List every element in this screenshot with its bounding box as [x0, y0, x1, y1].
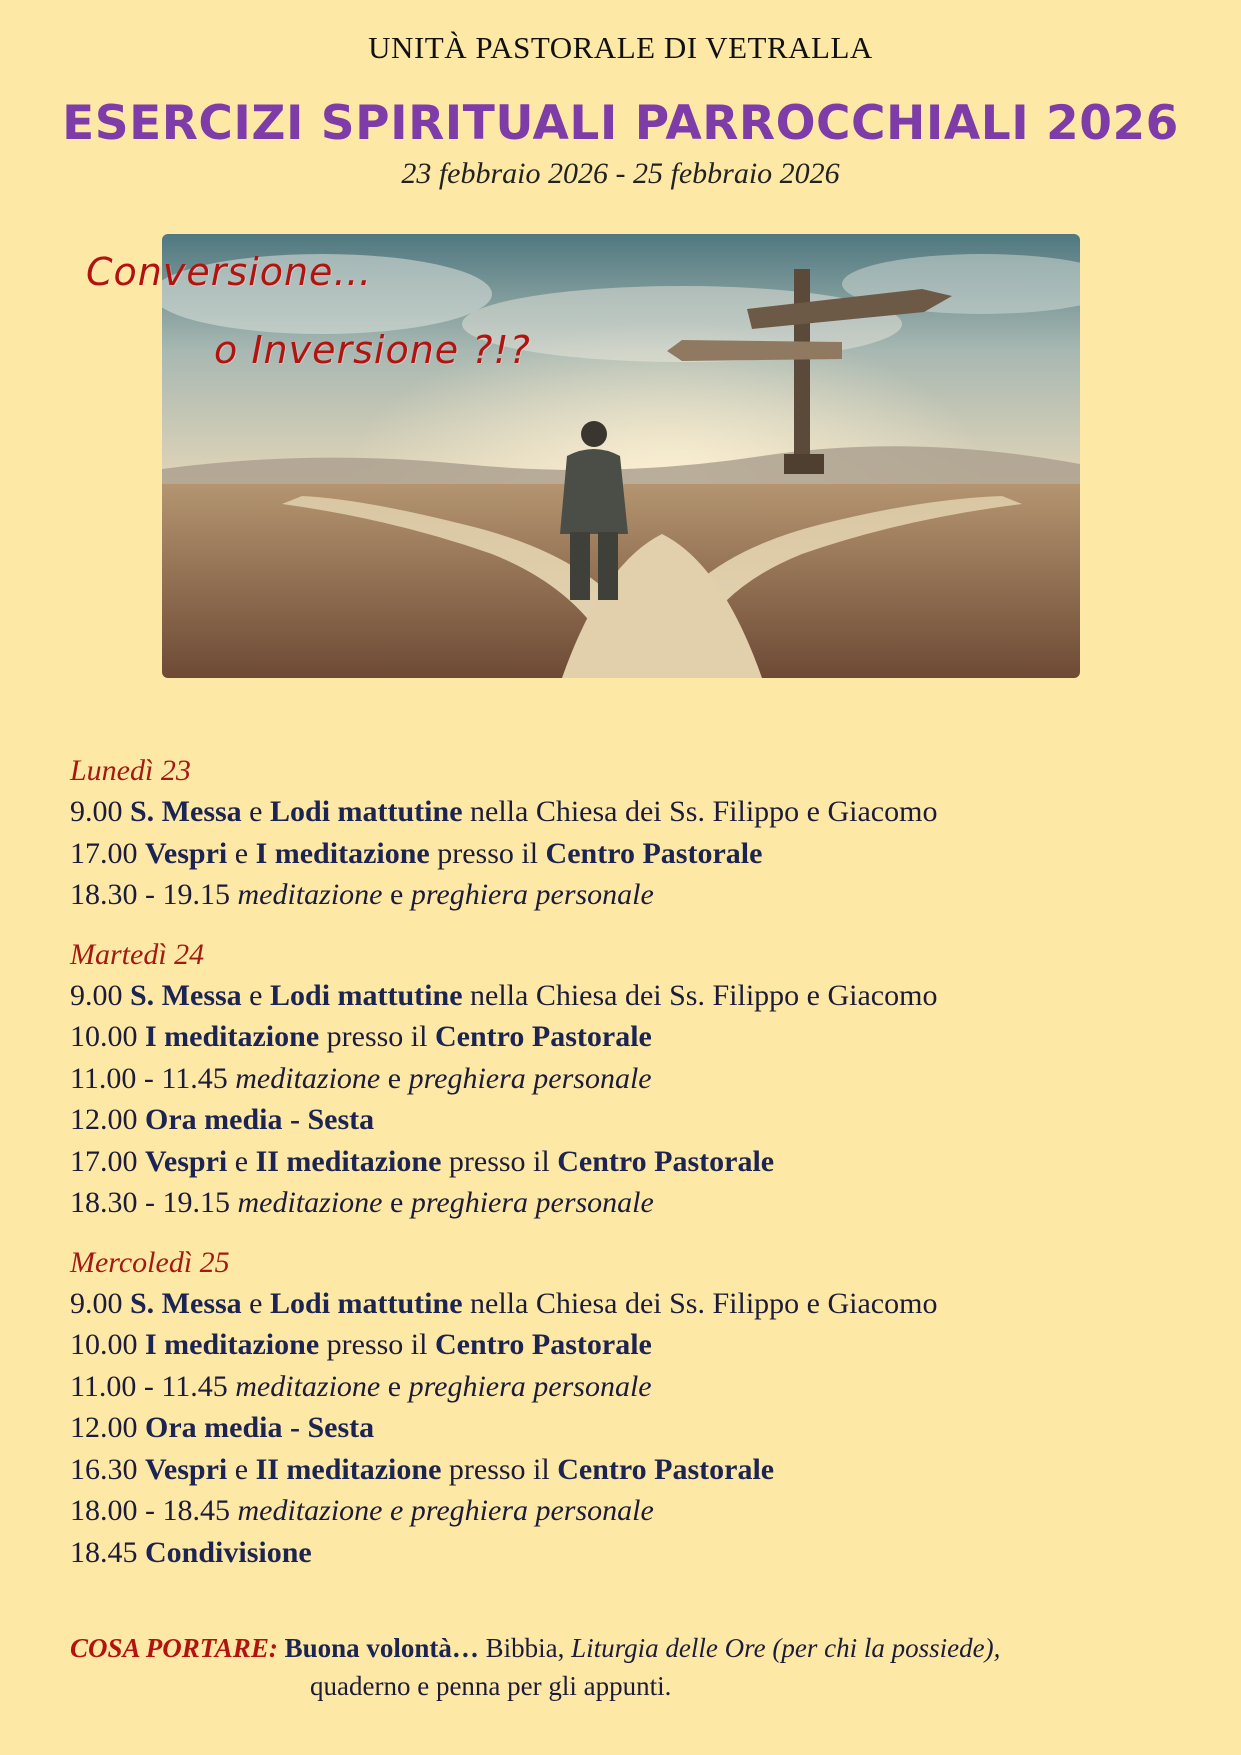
- event-title: ESERCIZI SPIRITUALI PARROCCHIALI 2026: [62, 96, 1179, 151]
- schedule-segment: Vespri: [145, 1144, 228, 1178]
- day-block: [70, 934, 1190, 1224]
- schedule-segment: II meditazione: [255, 1144, 442, 1178]
- schedule-segment: Centro Pastorale: [545, 836, 763, 870]
- schedule-segment: 18.00 - 18.45: [70, 1494, 238, 1527]
- schedule-segment: nella Chiesa dei Ss. Filippo e Giacomo: [462, 1286, 938, 1320]
- organization-name: UNITÀ PASTORALE DI VETRALLA: [368, 30, 873, 65]
- schedule-row: [70, 1490, 1190, 1532]
- schedule-segment: e: [382, 1186, 411, 1219]
- day-label: Martedì 24: [70, 937, 205, 971]
- schedule-segment: 10.00: [70, 1020, 145, 1053]
- schedule-segment: I meditazione: [255, 836, 430, 870]
- schedule-segment: e: [241, 978, 270, 1012]
- schedule-segment: presso il: [319, 1328, 435, 1361]
- schedule-row: [70, 1099, 1190, 1141]
- schedule-segment: e: [382, 878, 411, 911]
- schedule-segment: meditazione: [235, 1061, 381, 1095]
- schedule-segment: nella Chiesa dei Ss. Filippo e Giacomo: [462, 795, 938, 828]
- schedule-segment: 18.30 - 19.15: [70, 878, 238, 911]
- day-block: [70, 750, 1190, 916]
- day-label: Mercoledì 25: [70, 1245, 230, 1279]
- schedule-segment: 17.00: [70, 836, 145, 870]
- schedule-segment: e: [380, 1061, 409, 1095]
- schedule-segment: presso il: [319, 1020, 435, 1053]
- schedule-segment: 12.00: [70, 1411, 145, 1444]
- schedule-segment: preghiera personale: [408, 1369, 652, 1403]
- schedule-segment: 10.00: [70, 1328, 145, 1361]
- bring-items-line2: quaderno e penna per gli appunti.: [310, 1671, 672, 1701]
- schedule-segment: nella Chiesa dei Ss. Filippo e Giacomo: [462, 978, 938, 1012]
- schedule-segment: e: [380, 1369, 409, 1403]
- schedule: [70, 750, 1190, 1591]
- tagline-inversione: o Inversione ?!?: [214, 328, 531, 372]
- schedule-segment: 12.00: [70, 1103, 145, 1136]
- schedule-segment: I meditazione: [145, 1020, 320, 1053]
- schedule-segment: Lodi mattutine: [270, 978, 463, 1012]
- good-will: Buona volontà…: [284, 1633, 479, 1663]
- schedule-segment: meditazione: [235, 1369, 381, 1403]
- schedule-row: [70, 1366, 1190, 1408]
- schedule-row: [70, 1141, 1190, 1183]
- schedule-segment: preghiera personale: [408, 1061, 652, 1095]
- schedule-segment: e: [227, 1452, 256, 1486]
- tagline-conversione: Conversione…: [86, 250, 373, 294]
- schedule-segment: presso il: [441, 1452, 558, 1486]
- schedule-segment: e: [227, 836, 256, 870]
- schedule-segment: e: [241, 795, 270, 828]
- schedule-row: [70, 1532, 1190, 1574]
- schedule-segment: presso il: [429, 836, 546, 870]
- schedule-segment: I meditazione: [145, 1328, 320, 1361]
- crossroads-illustration: [162, 234, 1080, 678]
- schedule-segment: preghiera personale: [410, 1186, 654, 1219]
- schedule-row: [70, 1016, 1190, 1058]
- schedule-segment: Vespri: [145, 836, 228, 870]
- schedule-segment: 17.00: [70, 1144, 145, 1178]
- day-block: [70, 1242, 1190, 1574]
- schedule-segment: 9.00: [70, 795, 130, 828]
- schedule-segment: Centro Pastorale: [434, 1020, 652, 1053]
- schedule-row: [70, 833, 1190, 875]
- schedule-segment: 9.00: [70, 1286, 130, 1320]
- schedule-row: [70, 874, 1190, 916]
- schedule-row: [70, 1058, 1190, 1100]
- what-to-bring: [70, 1629, 1210, 1705]
- day-label: Lunedì 23: [70, 754, 191, 787]
- schedule-segment: Centro Pastorale: [557, 1452, 775, 1486]
- schedule-segment: 18.30 - 19.15: [70, 1186, 238, 1219]
- schedule-row: [70, 1324, 1190, 1366]
- schedule-segment: preghiera personale: [410, 878, 654, 911]
- schedule-segment: S. Messa: [130, 795, 242, 828]
- schedule-segment: 11.00 - 11.45: [70, 1369, 236, 1403]
- schedule-segment: meditazione e preghiera personale: [237, 1494, 654, 1527]
- schedule-row: [70, 791, 1190, 833]
- schedule-segment: Vespri: [145, 1452, 228, 1486]
- schedule-segment: e: [241, 1286, 270, 1320]
- schedule-row: [70, 1283, 1190, 1325]
- schedule-segment: 18.45: [70, 1535, 145, 1569]
- schedule-row: [70, 1182, 1190, 1224]
- schedule-row: [70, 1407, 1190, 1449]
- schedule-segment: 11.00 - 11.45: [70, 1061, 236, 1095]
- schedule-segment: 16.30: [70, 1452, 145, 1486]
- schedule-segment: Ora media - Sesta: [145, 1103, 375, 1136]
- event-dates: 23 febbraio 2026 - 25 febbraio 2026: [401, 157, 840, 190]
- schedule-segment: Lodi mattutine: [270, 795, 463, 828]
- schedule-row: [70, 1449, 1190, 1491]
- schedule-segment: 9.00: [70, 978, 130, 1012]
- schedule-segment: e: [227, 1144, 256, 1178]
- schedule-segment: meditazione: [237, 878, 383, 911]
- schedule-segment: Centro Pastorale: [434, 1328, 652, 1361]
- schedule-segment: Condivisione: [145, 1535, 312, 1569]
- schedule-row: [70, 975, 1190, 1017]
- schedule-segment: meditazione: [237, 1186, 383, 1219]
- schedule-segment: presso il: [441, 1144, 558, 1178]
- schedule-segment: S. Messa: [130, 978, 242, 1012]
- schedule-segment: II meditazione: [255, 1452, 442, 1486]
- what-to-bring-heading: COSA PORTARE:: [70, 1633, 278, 1663]
- schedule-segment: Ora media - Sesta: [145, 1411, 375, 1444]
- schedule-segment: Centro Pastorale: [557, 1144, 775, 1178]
- bring-items: Bibbia,: [478, 1633, 572, 1663]
- schedule-segment: Lodi mattutine: [270, 1286, 463, 1320]
- schedule-segment: S. Messa: [130, 1286, 242, 1320]
- bring-liturgy: Liturgia delle Ore (per chi la possiede),: [571, 1633, 1001, 1663]
